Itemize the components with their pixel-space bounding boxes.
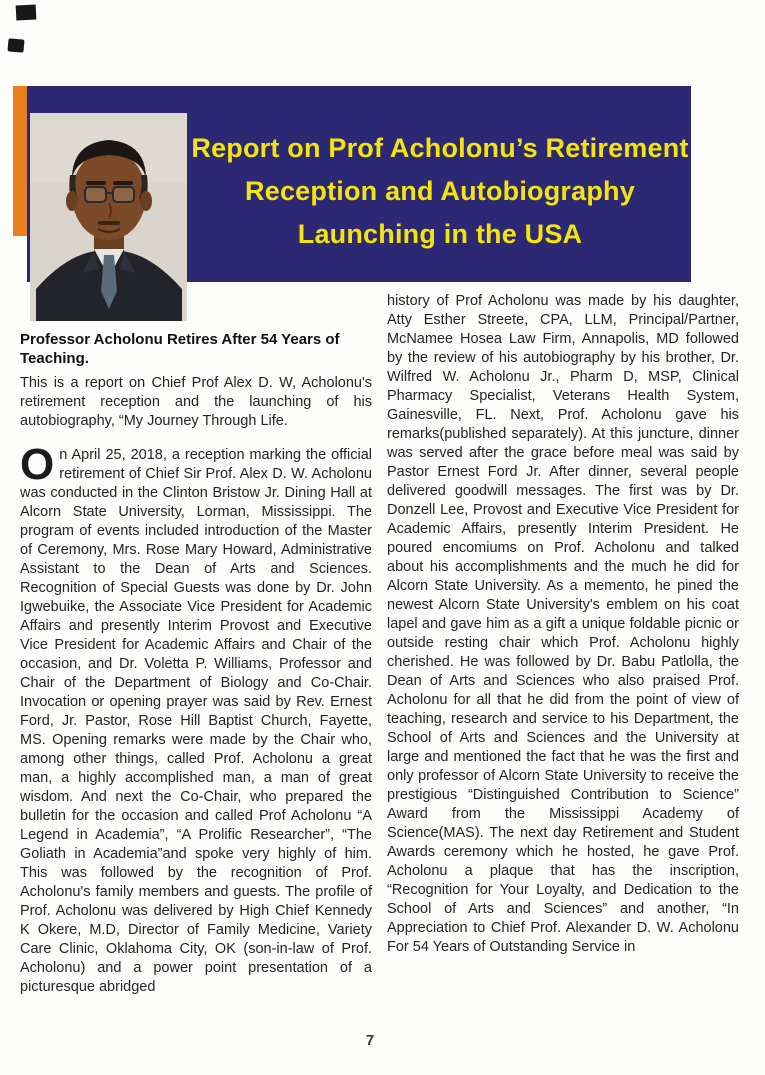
title-line-2: Reception and Autobiography	[245, 176, 635, 206]
scan-artifact	[7, 38, 24, 52]
portrait-illustration	[30, 113, 187, 321]
left-column	[20, 330, 372, 997]
acholonu-portrait-photo	[30, 113, 187, 321]
body-paragraph-left	[20, 440, 372, 997]
body-paragraph-right: history of Prof Acholonu was made by his daughter, Atty Esther Streete, CPA, LLM, Principal/Partner, McNamee Hosea Law Firm, Annapolis, MD followed by the review of his autobiography by his brother, Dr. Wilfred W. Acholonu Jr., Pharm D, MSP, Clinical Pharmacy Specialist, Veterans Health System, Gainesville, FL. Next, Prof. Acholonu gave his remarks(published separately). At this juncture, dinner was served after the grace before meal was said by Pastor Ernest Ford Jr. After dinner, several people delivered goodwill messages. The first was by Dr. Donzell Lee, Provost and Executive Vice President for Academic Affairs, presently Interim President. He poured encomiums on Prof. Acholonu and talked about his accomplishments and the much he did for Alcorn State University. As a memento, he pined the newest Alcorn State University's emblem on his coat lapel and gave him as a gift a unique foldable picnic or outside resting chair which Prof. Acholonu highly cherished. He was followed by Dr. Babu Patlolla, the Dean of Arts and Sciences who also praised Prof. Acholonu for all that he did from the point of view of teaching, research and service to his Department, the School of Arts and Sciences and the University at large and mentioned the fact that he was the first and only professor of Alcorn State University to receive the prestigious “Distinguished Contribution to Science” Award from the Mississippi Academy of Science(MAS). The next day Retirement and Student Awards ceremony which he hosted, he gave Prof. Acholonu a plaque that has the inscription, “Recognition for Your Loyalty, and Dedication to the School of Arts and Sciences” and another, “In Appreciation to Chief Prof. Alexander D. W. Acholonu For 54 Years of Outstanding Service in	[387, 293, 739, 955]
scan-artifact	[16, 4, 37, 20]
left-body-text: n April 25, 2018, a reception marking the official retirement of Chief Sir Prof. Alex D. W. Acholonu was conducted in the Clinton Bristow Jr. Dining Hall at Alcorn State University, Lorman, Mississippi. The program of events included introduction of the Master of Ceremony, Mrs. Rose Mary Howard, Administrative Assistant to the Dean of Arts and Sciences. Recognition of Special Guests was done by Dr. John Igwebuike, the Associate Vice President for Academic Affairs and presently Interim Provost and Executive Vice President for Academic Affairs and Chair of the occasion, and Dr. Voletta P. Williams, Professor and Chair of the Department of Biology and Co-Chair. Invocation or opening prayer was said by Rev. Ernest Ford, Jr. Pastor, Rose Hill Baptist Church, Fayette, MS. Opening remarks were made by the Chair who, among other things, called Prof. Acholonu a great man, a highly accomplished man, a man of great wisdom. And next the Co-Chair, who prepared the bulletin for the occasion and called Prof Acholonu “A Legend in Academia”, “A Prolific Researcher”, “The Goliath in Academia”and spoke very highly of him. This was followed by the recognition of Prof. Acholonu's family members and guests. The profile of Prof. Acholonu was delivered by High Chief Kennedy K Okere, M.D, Director of Family Medicine, Variety Care Clinic, Oklahoma City, OK (son-in-law of Prof. Acholonu) and a power point presentation of a picturesque abridged	[20, 447, 372, 995]
drop-cap: O	[20, 440, 55, 489]
article-title	[190, 127, 690, 256]
banner-accent-bar	[13, 86, 27, 236]
right-column	[387, 292, 739, 957]
intro-paragraph: This is a report on Chief Prof Alex D. W, Acholonu's retirement reception and the launching of his autobiography, “My Journey Through Life.	[20, 375, 372, 429]
page-number: 7	[365, 1032, 375, 1049]
title-line-3: Launching in the USA	[297, 219, 583, 249]
section-heading: Professor Acholonu Retires After 54 Years of Teaching.	[20, 331, 340, 367]
title-line-1: Report on Prof Acholonu’s Retirement	[191, 133, 689, 163]
